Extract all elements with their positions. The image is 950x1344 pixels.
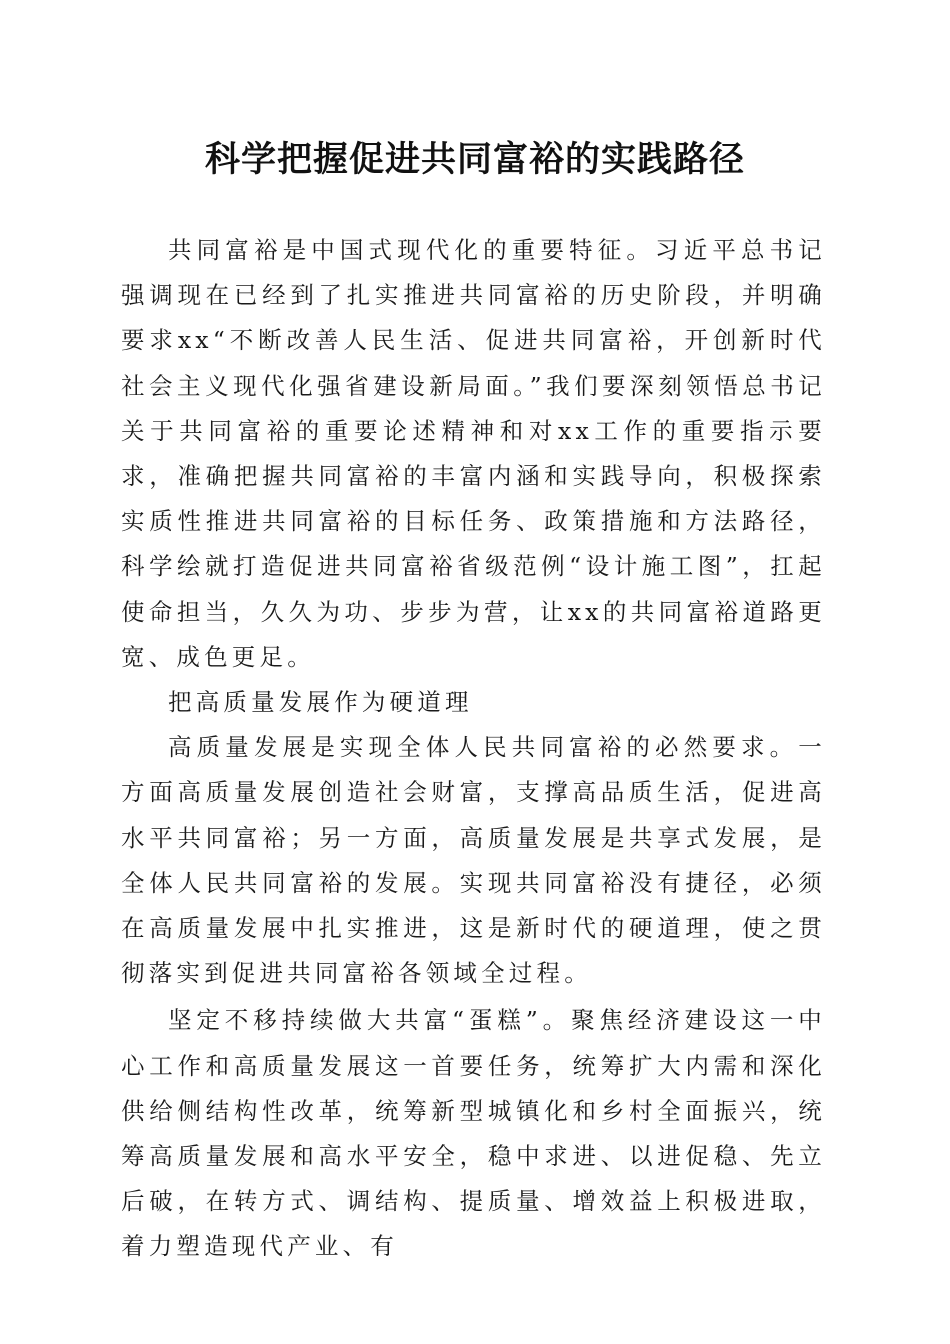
- document-title: 科学把握促进共同富裕的实践路径: [204, 139, 745, 180]
- section-heading: 把高质量发展作为硬道理: [168, 688, 473, 717]
- paragraph-high-quality-development: 高质量发展是实现全体人民共同富裕的必然要求。一方面高质量发展创造社会财富，支撑高品质生活，促进高水平共同富裕；另一方面，高质量发展是共享式发展，是全体人民共同富裕的发展。实现共同富裕没有捷径，必须在高质量发展中扎实推进，这是新时代的硬道理，使之贯彻落实到促进共同富裕各领域全过程。: [121, 733, 826, 988]
- document-body: [121, 228, 826, 1270]
- paragraph-common-prosperity-cake: 坚定不移持续做大共富“蛋糕”。聚焦经济建设这一中心工作和高质量发展这一首要任务，统筹扩大内需和深化供给侧结构性改革，统筹新型城镇化和乡村全面振兴，统筹高质量发展和高水平安全，稳中求进、以进促稳、先立后破，在转方式、调结构、提质量、增效益上积极进取，着力塑造现代产业、有: [121, 1006, 826, 1261]
- paragraph-intro: 共同富裕是中国式现代化的重要特征。习近平总书记强调现在已经到了扎实推进共同富裕的历史阶段，并明确要求xx“不断改善人民生活、促进共同富裕，开创新时代社会主义现代化强省建设新局面。”我们要深刻领悟总书记关于共同富裕的重要论述精神和对xx工作的重要指示要求，准确把握共同富裕的丰富内涵和实践导向，积极探索实质性推进共同富裕的目标任务、政策措施和方法路径，科学绘就打造促进共同富裕省级范例“设计施工图”，扛起使命担当，久久为功、步步为营，让xx的共同富裕道路更宽、成色更足。: [121, 236, 826, 671]
